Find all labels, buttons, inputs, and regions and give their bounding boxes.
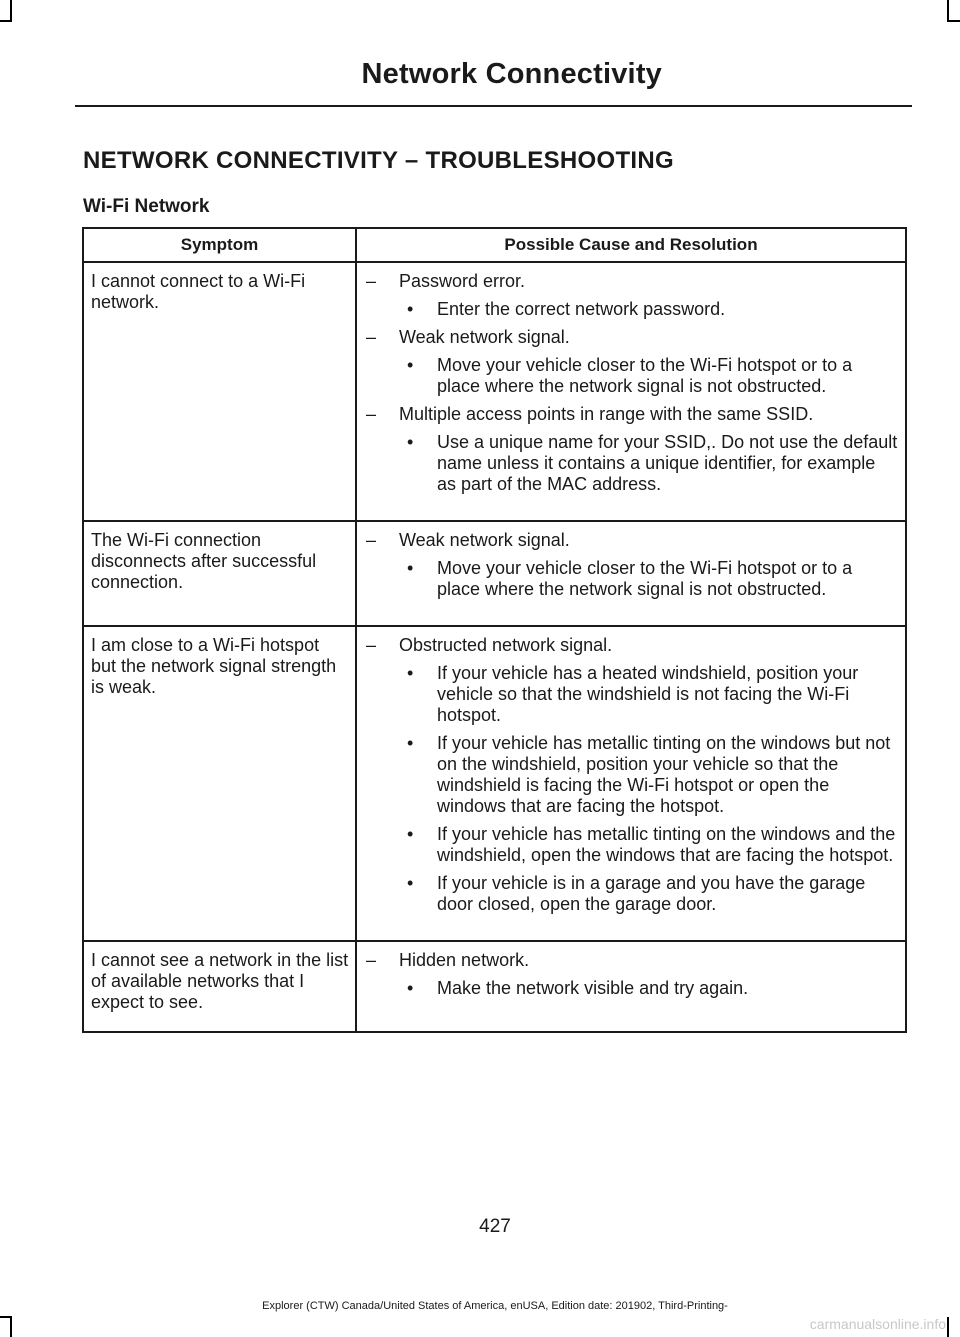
bullet-marker: •	[407, 873, 414, 893]
cause-item	[363, 404, 899, 425]
bullet-marker: •	[407, 824, 414, 844]
resolution-item	[363, 558, 899, 600]
resolution-cell	[356, 262, 906, 521]
bullet-marker: •	[407, 355, 414, 375]
symptom-cell: The Wi-Fi connection disconnects after successful connection.	[83, 521, 356, 626]
symptom-cell: I cannot connect to a Wi-Fi network.	[83, 262, 356, 521]
troubleshooting-table	[82, 227, 907, 1033]
page-number: 427	[479, 1216, 511, 1237]
resolution-item	[363, 663, 899, 726]
bullet-marker: •	[407, 299, 414, 319]
resolution-text: If your vehicle has metallic tinting on the windows but not on the windshield, position your vehicle so that the windshield is facing the Wi-Fi hotspot or open the windows that are facing the hotspot.	[437, 733, 891, 816]
cause-item	[363, 950, 899, 971]
resolution-cell	[356, 521, 906, 626]
bullet-marker: •	[407, 663, 414, 683]
resolution-text: If your vehicle has metallic tinting on the windows and the windshield, open the windows that are facing the hotspot.	[437, 824, 896, 865]
resolution-text: If your vehicle has a heated windshield, position your vehicle so that the windshield is not facing the Wi-Fi hotspot.	[437, 663, 859, 725]
bullet-marker: •	[407, 978, 414, 998]
dash-marker: –	[366, 635, 377, 655]
symptom-cell: I am close to a Wi-Fi hotspot but the network signal strength is weak.	[83, 626, 356, 941]
resolution-item	[363, 299, 899, 320]
column-header-resolution: Possible Cause and Resolution	[356, 228, 906, 262]
section-title: NETWORK CONNECTIVITY – TROUBLESHOOTING	[83, 147, 674, 174]
dash-marker: –	[366, 530, 377, 550]
watermark: carmanualsonline.info	[809, 1316, 946, 1332]
resolution-item	[363, 733, 899, 817]
cause-text: Hidden network.	[399, 950, 530, 970]
resolution-item	[363, 978, 899, 999]
cause-text: Weak network signal.	[399, 530, 570, 550]
bullet-marker: •	[407, 733, 414, 753]
table-row	[83, 941, 906, 1032]
subsection-title: Wi-Fi Network	[83, 196, 210, 217]
symptom-cell: I cannot see a network in the list of available networks that I expect to see.	[83, 941, 356, 1032]
cause-text: Weak network signal.	[399, 327, 570, 347]
crop-mark-top-left-horizontal	[0, 20, 12, 22]
resolution-item	[363, 432, 899, 495]
cause-item	[363, 271, 899, 292]
edition-footer: Explorer (CTW) Canada/United States of America, enUSA, Edition date: 201902, Third-Printing-	[262, 1300, 728, 1312]
cause-text: Password error.	[399, 271, 526, 291]
table-body	[83, 262, 906, 1032]
dash-marker: –	[366, 950, 377, 970]
dash-marker: –	[366, 404, 377, 424]
header-rule	[75, 105, 912, 107]
crop-mark-top-left-vertical	[10, 0, 12, 20]
table-header-row	[83, 228, 906, 262]
cause-text: Obstructed network signal.	[399, 635, 613, 655]
cause-item	[363, 530, 899, 551]
resolution-text: Enter the correct network password.	[437, 299, 726, 319]
resolution-text: Move your vehicle closer to the Wi-Fi hotspot or to a place where the network signal is not obstructed.	[437, 558, 853, 599]
resolution-cell	[356, 626, 906, 941]
cause-text: Multiple access points in range with the same SSID.	[399, 404, 814, 424]
column-header-symptom: Symptom	[83, 228, 356, 262]
resolution-text: If your vehicle is in a garage and you have the garage door closed, open the garage door.	[437, 873, 866, 914]
resolution-item	[363, 355, 899, 397]
bullet-marker: •	[407, 432, 414, 452]
resolution-item	[363, 873, 899, 915]
crop-mark-bottom-left-vertical	[10, 1317, 12, 1337]
table-row	[83, 626, 906, 941]
crop-mark-bottom-right-vertical	[947, 1317, 949, 1337]
dash-marker: –	[366, 327, 377, 347]
table-row	[83, 262, 906, 521]
cause-item	[363, 635, 899, 656]
crop-mark-top-right-horizontal	[947, 20, 960, 22]
resolution-cell	[356, 941, 906, 1032]
dash-marker: –	[366, 271, 377, 291]
resolution-item	[363, 824, 899, 866]
table-row	[83, 521, 906, 626]
cause-item	[363, 327, 899, 348]
bullet-marker: •	[407, 558, 414, 578]
resolution-text: Use a unique name for your SSID,. Do not use the default name unless it contains a unique identifier, for example as part of the MAC address.	[437, 432, 898, 494]
resolution-text: Make the network visible and try again.	[437, 978, 749, 998]
resolution-text: Move your vehicle closer to the Wi-Fi hotspot or to a place where the network signal is not obstructed.	[437, 355, 853, 396]
running-header-title: Network Connectivity	[361, 58, 662, 90]
crop-mark-bottom-left-horizontal	[0, 1316, 12, 1318]
crop-mark-top-right-vertical	[947, 0, 949, 20]
